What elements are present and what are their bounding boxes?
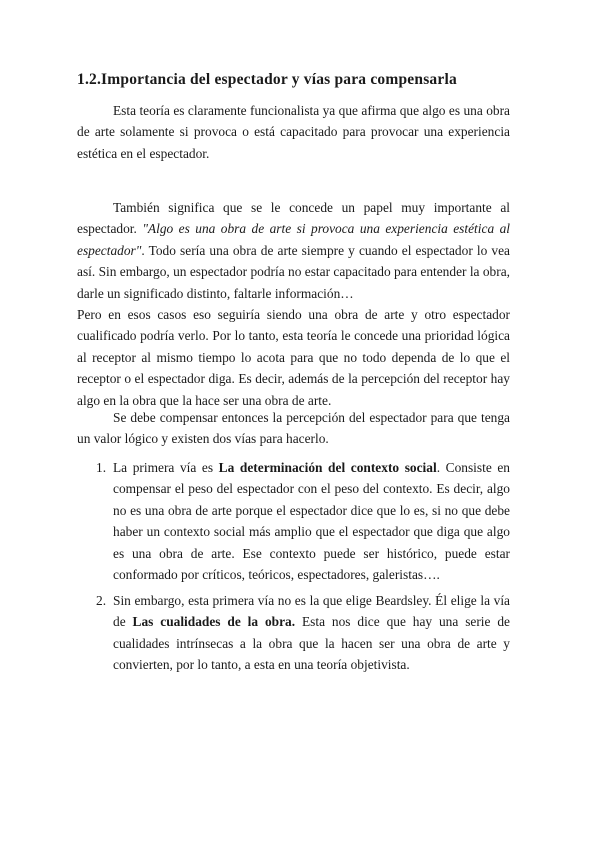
section-heading: 1.2.Importancia del espectador y vías para compensarla xyxy=(77,71,457,88)
list-item-intro: Sin embargo, esta primera vía no es la que elige Beardsley. Él elige la vía de xyxy=(113,593,510,630)
list-item-text xyxy=(113,457,510,585)
paragraph-logical-priority: Pero en esos casos eso seguiría siendo una obra de arte y otro espectador cualificado podría verlo. Por lo tanto, esta teoría le concede una prioridad lógica al receptor al mismo tiempo lo acota para que no todo dependa de lo que el receptor o el espectador diga. Es decir, además de la percepción del receptor hay algo en la obra que la hace ser una obra de arte. xyxy=(77,307,510,408)
paragraph-compensation: Se debe compensar entonces la percepción del espectador para que tenga un valor lógico y existen dos vías para hacerlo. xyxy=(77,410,510,447)
list-item-text xyxy=(113,590,510,676)
list-item-body: Esta nos dice que hay una serie de cualidades intrínsecas a la obra que la hacen ser una obra de arte y convierten, por lo tanto, a esta en una teoría objetivista. xyxy=(113,614,510,673)
list-number: 2. xyxy=(96,593,107,608)
paragraph-spectator-role-text: También significa que se le concede un papel muy importante al espectador. xyxy=(77,200,510,237)
list-item-social-context xyxy=(77,457,510,585)
list-item-bold-term: La determinación del contexto social xyxy=(218,460,437,475)
quote-text: "Algo es una obra de arte si provoca una experiencia estética al espectador" xyxy=(77,221,510,258)
list-item-bold-term: Las cualidades de la obra. xyxy=(132,614,296,630)
list-item-work-qualities xyxy=(77,590,510,676)
paragraph-spectator-role xyxy=(77,197,510,304)
list-item-body: . Consiste en compensar el peso del espectador con el peso del contexto. Es decir, algo no es una obra de arte porque el espectador dice que lo es, si no que debe haber un contexto social más amplio que el espectador que diga que algo es una obra de arte. Ese contexto puede ser histórico, puede estar conformado por críticos, teóricos, espectadores, galeristas…. xyxy=(113,460,510,583)
paragraph-spectator-role-continuation: . Todo sería una obra de arte siempre y cuando el espectador lo vea así. Sin embargo, un espectador podría no estar capacitado para entender la obra, darle un significado distinto, faltarle información… xyxy=(77,242,510,301)
list-number: 1. xyxy=(96,460,107,475)
paragraph-functionalist-theory: Esta teoría es claramente funcionalista ya que afirma que algo es una obra de arte solamente si provoca o está capacitado para provocar una experiencia estética en el espectador. xyxy=(77,103,510,161)
list-item-intro: La primera vía es xyxy=(113,460,219,475)
